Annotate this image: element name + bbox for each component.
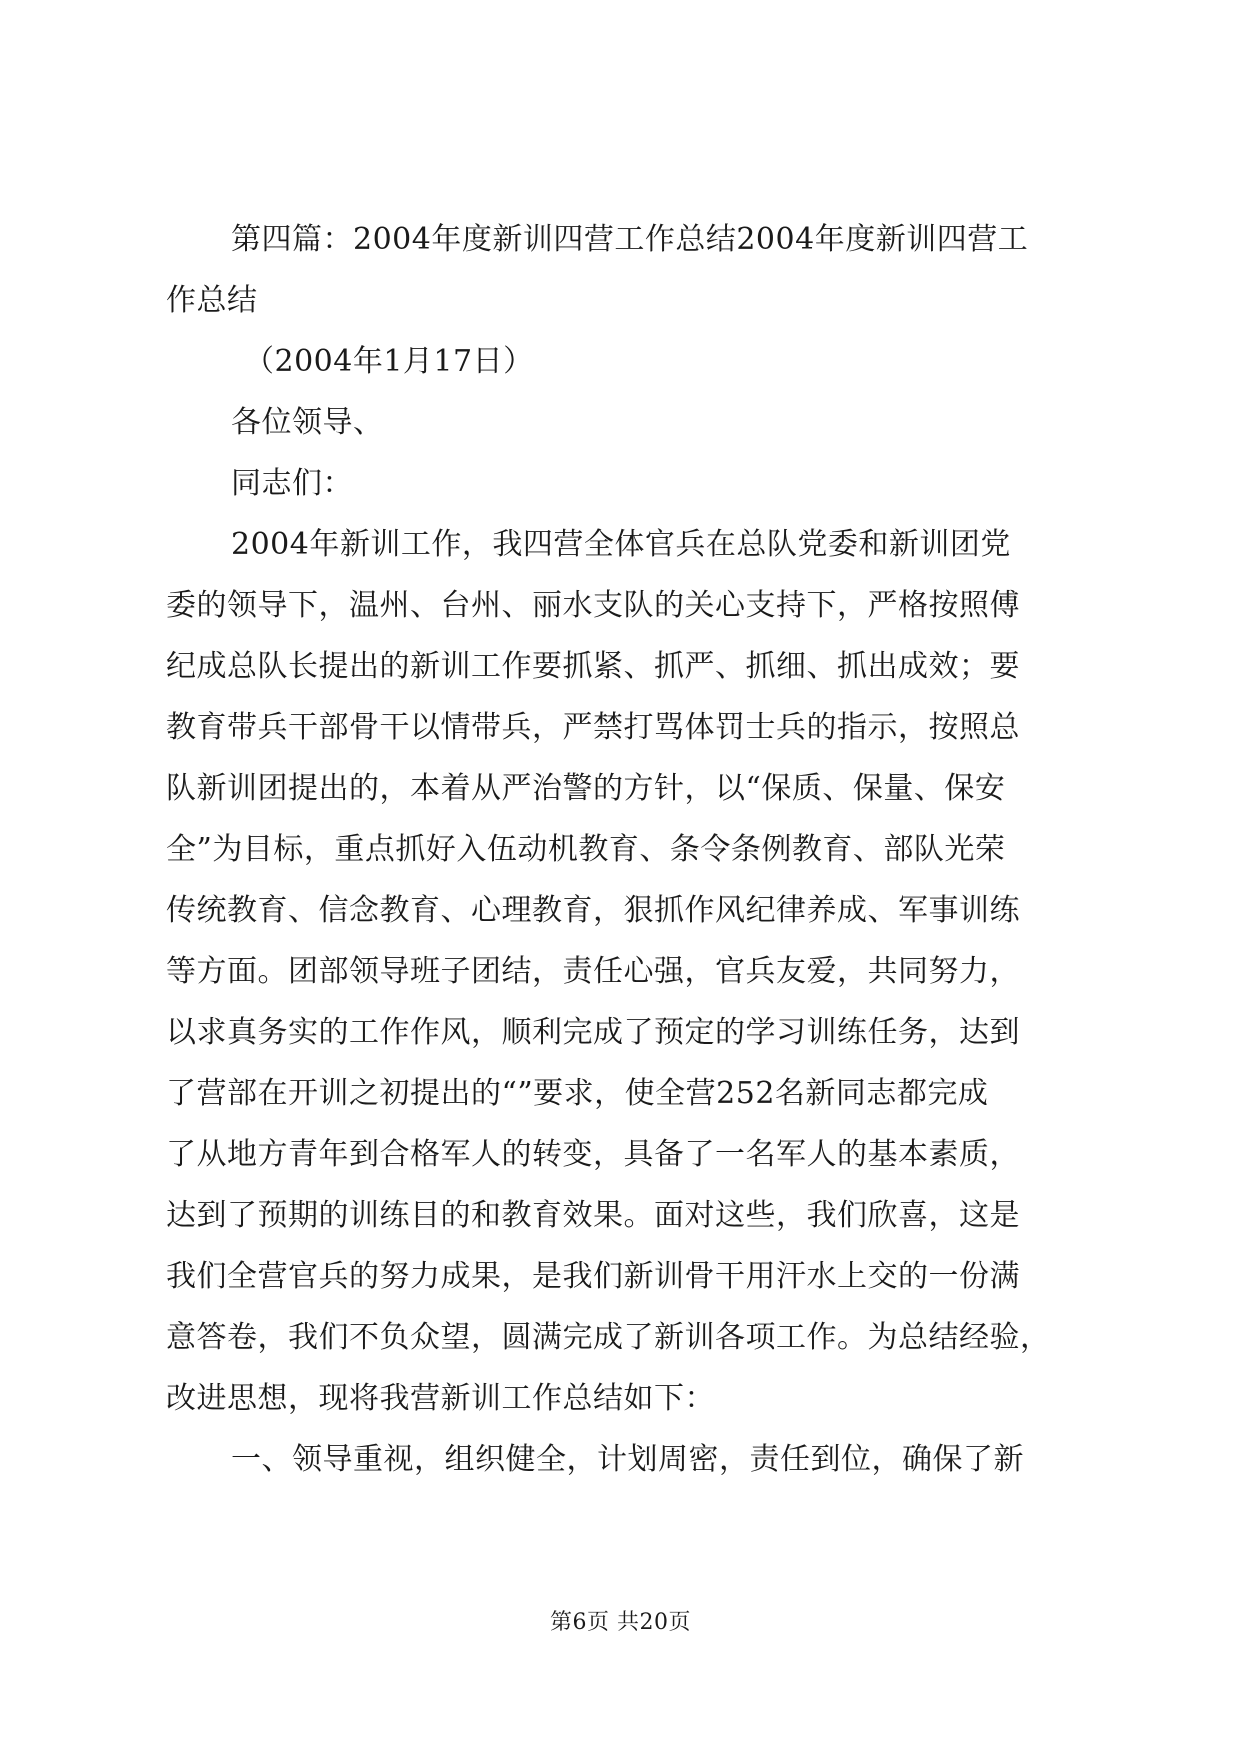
paragraph-line: 改进思想，现将我营新训工作总结如下： [166,1381,715,1416]
paragraph-line: 以求真务实的工作作风，顺利完成了预定的学习训练任务，达到 [166,1015,1020,1050]
paragraph-line: 我们全营官兵的努力成果，是我们新训骨干用汗水上交的一份满 [166,1259,1020,1294]
page-number-footer: 第6页 共20页 [550,1610,691,1635]
document-body [166,209,1076,1490]
paragraph-line: 全”为目标，重点抓好入伍动机教育、条令条例教育、部队光荣 [166,832,1006,867]
title-line-2: 作总结 [166,283,258,318]
paragraph-line: 纪成总队长提出的新训工作要抓紧、抓严、抓细、抓出成效；要 [166,649,1020,684]
paragraph-line: 意答卷，我们不负众望，圆满完成了新训各项工作。为总结经验， [166,1320,1051,1355]
paragraph-line: 2004年新训工作，我四营全体官兵在总队党委和新训团党 [231,527,1011,562]
section-heading: 一、领导重视，组织健全，计划周密，责任到位，确保了新 [231,1442,1024,1477]
paragraph-line: 达到了预期的训练目的和教育效果。面对这些，我们欣喜，这是 [166,1198,1020,1233]
paragraph-line: 了营部在开训之初提出的“”要求，使全营252名新同志都完成 [166,1076,989,1111]
paragraph-line: 委的领导下，温州、台州、丽水支队的关心支持下，严格按照傅 [166,588,1020,623]
salutation-comrades: 同志们： [231,466,353,501]
paragraph-line: 教育带兵干部骨干以情带兵，严禁打骂体罚士兵的指示，按照总 [166,710,1020,745]
title-line-1: 第四篇：2004年度新训四营工作总结2004年度新训四营工 [231,222,1029,257]
paragraph-line: 传统教育、信念教育、心理教育，狠抓作风纪律养成、军事训练 [166,893,1020,928]
date-line: （2004年1月17日） [244,344,534,379]
paragraph-line: 了从地方青年到合格军人的转变，具备了一名军人的基本素质， [166,1137,1020,1172]
paragraph-line: 等方面。团部领导班子团结，责任心强，官兵友爱，共同努力， [166,954,1020,989]
salutation-leaders: 各位领导、 [231,405,384,440]
paragraph-line: 队新训团提出的，本着从严治警的方针，以“保质、保量、保安 [166,771,1006,806]
